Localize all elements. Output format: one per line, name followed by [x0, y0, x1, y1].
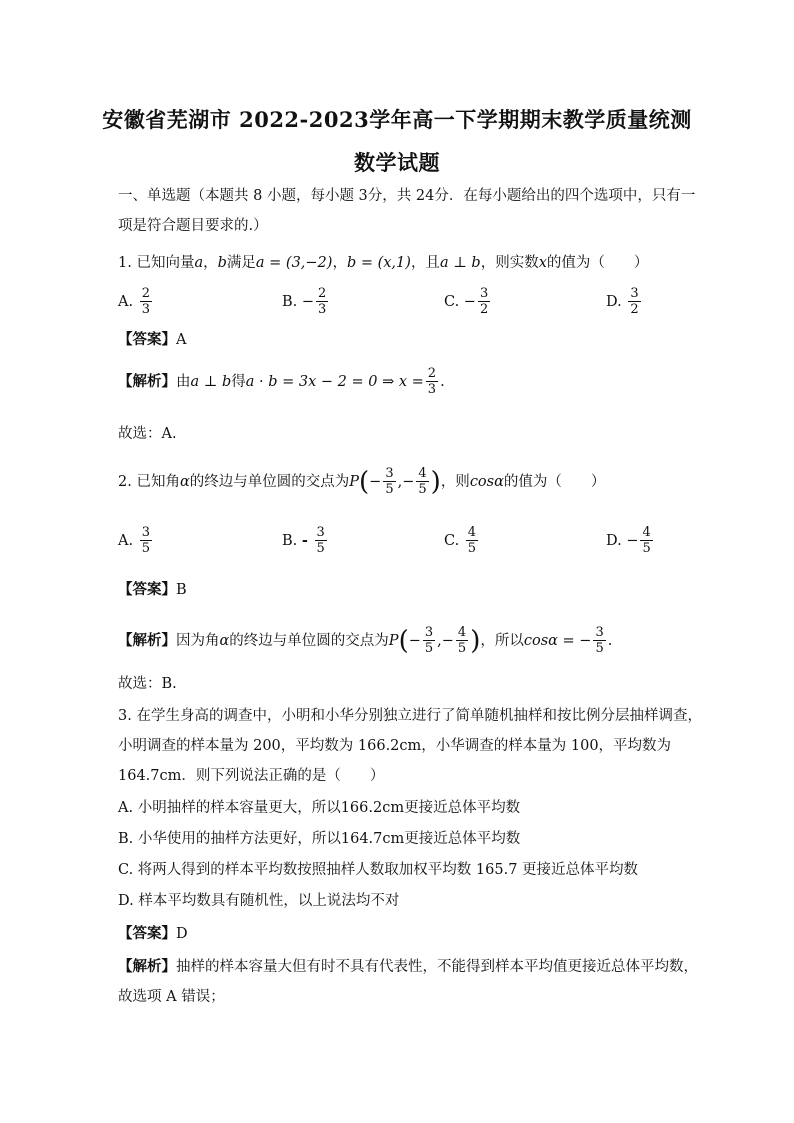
q1-option-c: C. − $\frac{3}{2}$ [444, 286, 489, 317]
q1-option-a: A. $\frac{2}{3}$ [118, 286, 150, 317]
q3-option-d: D. 样本平均数具有随机性，以上说法均不对 [118, 893, 400, 909]
exam-title: 安徽省芜湖市 2022-2023学年高一下学期期末教学质量统测 [102, 107, 692, 132]
fraction: $\frac{2}{3}$ [141, 286, 150, 317]
q1-option-b: B. − $\frac{2}{3}$ [282, 286, 327, 317]
variable-x: x [538, 255, 547, 271]
fraction: $\frac{3}{5}$ [385, 466, 394, 497]
q2-option-a: A. $\frac{3}{5}$ [118, 525, 150, 556]
q2-answer: 【答案】B [118, 581, 187, 598]
q3-answer: 【答案】D [118, 925, 188, 942]
q2-analysis: 【解析】 因为角 α 的终边与单位圆的交点为 P ( − $\frac{3}{5}$ ,− $\frac{4}{5}$ ) ，所以 cosα = − $\frac{3}{5}$ . [118, 625, 613, 656]
question-1-stem: 1. 已知向量a，b满足a = (3,−2)，b = (x,1)，且a ⊥ b，则实数x的值为（ ） [118, 255, 649, 271]
question-3-stem-end: 164.7cm．则下列说法正确的是（ ） [118, 768, 385, 784]
q1-option-d: D. $\frac{3}{2}$ [606, 286, 639, 317]
question-3-stem-cont: 小明调查的样本量为 200，平均数为 166.2cm，小华调查的样本量为 100，平均数为 [118, 738, 672, 754]
section-heading: 一、单选题（本题共 8 小题，每小题 3分，共 24分．在每小题给出的四个选项中，只有一 [118, 188, 696, 204]
fraction: $\frac{3}{5}$ [141, 525, 150, 556]
vector-b: b [217, 255, 227, 271]
q3-analysis-cont: 故选项 A 错误； [118, 989, 225, 1005]
equation-a: a = (3,−2) [255, 255, 333, 271]
q3-option-a: A. 小明抽样的样本容量更大，所以166.2cm更接近总体平均数 [118, 800, 521, 816]
q3-option-b: B. 小华使用的抽样方法更好，所以164.7cm更接近总体平均数 [118, 831, 521, 847]
fraction: $\frac{2}{3}$ [318, 286, 327, 317]
fraction: $\frac{3}{5}$ [424, 625, 434, 656]
fraction: $\frac{3}{2}$ [479, 286, 489, 317]
vector-a: a [194, 255, 204, 271]
q2-option-b: B. - $\frac{3}{5}$ [282, 525, 325, 556]
q2-option-c: C. $\frac{4}{5}$ [444, 525, 477, 556]
fraction: $\frac{4}{5}$ [418, 466, 427, 497]
fraction: $\frac{2}{3}$ [427, 366, 437, 397]
q1-conclusion: 故选：A. [118, 426, 177, 442]
q1-analysis: 【解析】 由 a ⊥ b 得 a · b = 3x − 2 = 0 ⇒ x = $\frac{2}{3}$ . [118, 366, 445, 397]
q3-option-c: C. 将两人得到的样本平均数按照抽样人数取加权平均数 165.7 更接近总体平均数 [118, 862, 639, 878]
fraction: $\frac{3}{5}$ [316, 525, 325, 556]
question-3-stem: 3. 在学生身高的调查中，小明和小华分别独立进行了简单随机抽样和按比例分层抽样调查， [118, 708, 702, 724]
q3-analysis: 【解析】抽样的样本容量大但有时不具有代表性，不能得到样本平均值更接近总体平均数， [118, 958, 698, 975]
fraction: $\frac{3}{5}$ [595, 625, 604, 656]
fraction: $\frac{4}{5}$ [457, 625, 467, 656]
equation-b: b = (x,1) [346, 255, 411, 271]
question-2-stem: 2. 已知角 α 的终边与单位圆的交点为 P ( − $\frac{3}{5}$ ,− $\frac{4}{5}$ ) ，则 cosα 的值为（ ） [118, 466, 606, 497]
q2-option-d: D. − $\frac{4}{5}$ [606, 525, 651, 556]
exam-subtitle: 数学试题 [354, 150, 440, 175]
fraction: $\frac{4}{5}$ [642, 525, 651, 556]
q1-answer: 【答案】A [118, 331, 187, 348]
perpendicular-condition: a ⊥ b [439, 255, 481, 271]
q2-conclusion: 故选：B. [118, 676, 177, 692]
fraction: $\frac{4}{5}$ [467, 525, 477, 556]
section-heading-cont: 项是符合题目要求的.） [118, 218, 268, 234]
fraction: $\frac{3}{2}$ [630, 286, 639, 317]
